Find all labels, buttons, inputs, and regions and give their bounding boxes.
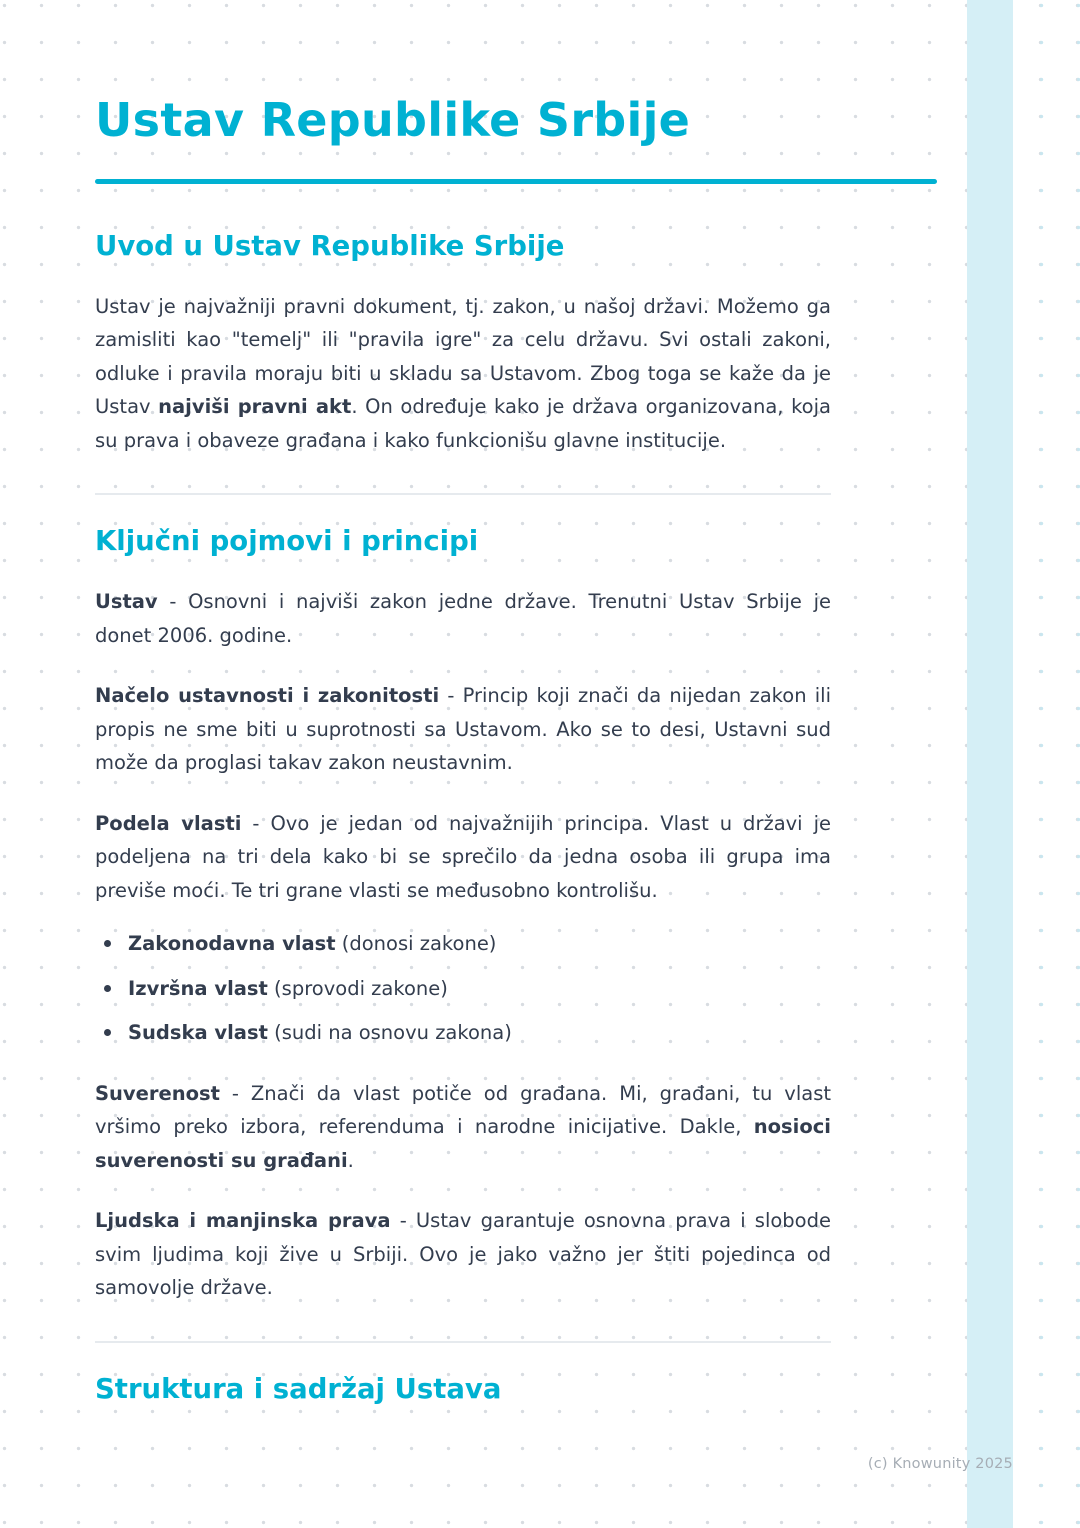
paragraph-nacelo-ustavnosti: Načelo ustavnosti i zakonitosti - Princip koji znači da nijedan zakon ili propis ne sme biti u suprotnosti sa Ustavom. Ako se to desi, Ustavni sud može da proglasi takav zakon neustavnim. (95, 684, 831, 775)
section-divider (95, 1341, 831, 1343)
list-item-sudska-vlast: Sudska vlast (sudi na osnovu zakona) (95, 1016, 831, 1050)
section-heading-struktura: Struktura i sadržaj Ustava (95, 1372, 502, 1405)
intro-paragraph: Ustav je najvažniji pravni dokument, tj. zakon, u našoj državi. Možemo ga zamisliti kao "temelj" ili "pravila igre" za celu državu. Svi ostali zakoni, odluke i pravila moraju biti u skladu sa Ustavom. Zbog toga se kaže da je Ustav najviši pravni akt. On određuje kako je država organizovana, koja su prava i obaveze građana i kako funkcionišu glavne institucije. (95, 294, 831, 452)
paragraph-suverenost: Suverenost - Znači da vlast potiče od građana. Mi, građani, tu vlast vršimo preko izbora, referenduma i narodne inicijative. Dakle, nosioci suverenosti su građani. (95, 1081, 831, 1172)
right-margin-dots (1013, 0, 1080, 1528)
footer-credit: (c) Knowunity 2025 (867, 1456, 1013, 1472)
title-underline (95, 179, 937, 184)
list-item-zakonodavna-vlast: Zakonodavna vlast (donosi zakone) (95, 927, 831, 961)
paragraph-ustav: Ustav - Osnovni i najviši zakon jedne države. Trenutni Ustav Srbije je donet 2006. godine. (95, 590, 831, 647)
section-divider (95, 493, 831, 495)
paragraph-ljudska-prava: Ljudska i manjinska prava - Ustav garantuje osnovna prava i slobode svim ljudima koji žive u Srbiji. Ovo je jako važno jer štiti pojedinca od samovolje države. (95, 1209, 831, 1300)
paragraph-podela-vlasti: Podela vlasti - Ovo je jedan od najvažnijih principa. Vlast u državi je podeljena na tri dela kako bi se sprečilo da jedna osoba ili grupa ima previše moći. Te tri grane vlasti se međusobno kontrolišu. (95, 811, 831, 902)
page-title: Ustav Republike Srbije (95, 93, 691, 147)
section-heading-uvod: Uvod u Ustav Republike Srbije (95, 229, 565, 262)
side-stripe (967, 0, 1013, 1528)
bullet-list-grane-vlasti (95, 927, 831, 1050)
document-page (95, 0, 831, 1406)
section-heading-kljucni-pojmovi: Ključni pojmovi i principi (95, 525, 479, 558)
list-item-izvrsna-vlast: Izvršna vlast (sprovodi zakone) (95, 972, 831, 1006)
